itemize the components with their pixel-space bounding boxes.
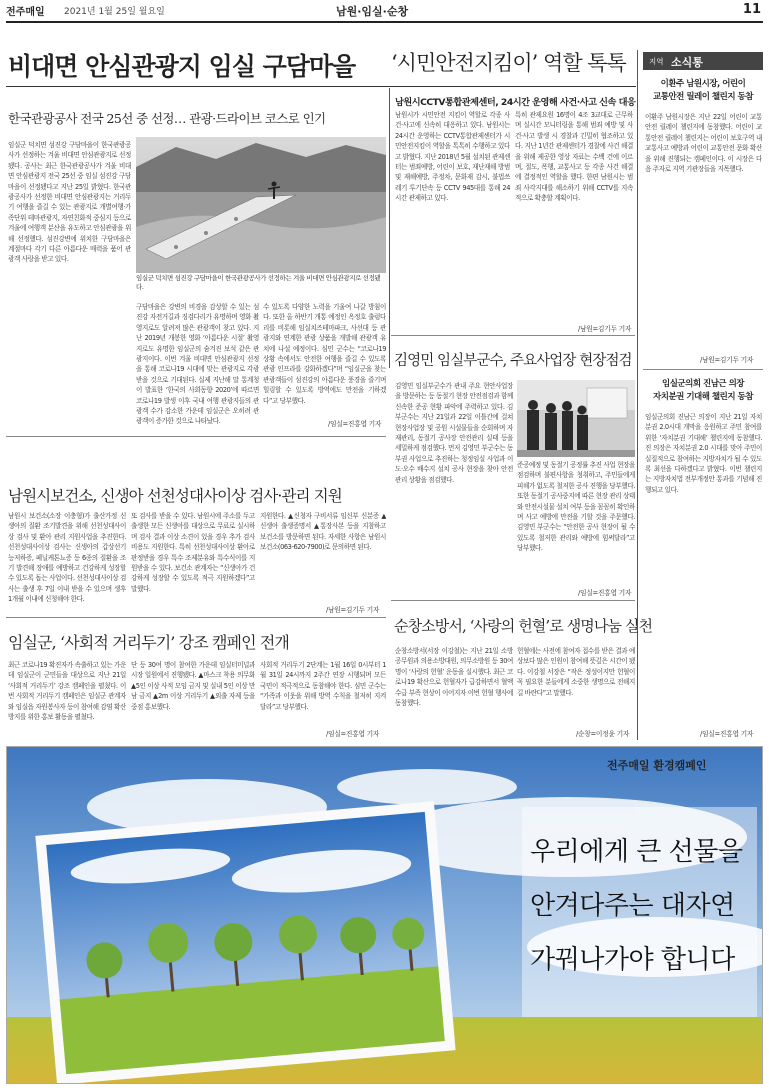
ad-campaign-tag: 전주매일 환경캠페인 — [607, 759, 707, 772]
ad-slogan-line1: 우리에게 큰 선물을 — [530, 837, 743, 867]
sidebar-item2-byline: /임실=진홍엽 기자 — [700, 730, 754, 738]
article1-photo — [136, 137, 386, 273]
sidebar-item1-body: 이환주 남원시장은 지난 22일 어린이 교통안전 릴레이 챌린지에 동참했다. 어린이 교통안전 릴레이 챌린지는 어린이 보호구역 내 교통사고 예방과 어린이 교통안전 문화 확산을 위해 진행되는 캠페인이다. 이 시장은 다음 주자로 지역 기관장들을 지목했다. — [645, 113, 762, 174]
paper-name: 전주매일 — [6, 7, 45, 18]
main-headline: 비대면 안심관광지 임실 구담마을 — [8, 52, 356, 81]
article3-photo — [517, 380, 635, 457]
ad-slogan-line2: 안겨다주는 대자연 — [530, 891, 735, 921]
article5-col2: 단 등 30여 명이 참여한 가운데 임실터미널과 시장 일원에서 진행됐다. ▲마스크 착용 의무화 ▲5인 이상 사적 모임 금지 및 실내 5인 이상 만남 금지 ▲2m 이상 거리두기 ▲외출 자제 등을 중점 홍보했다. — [131, 661, 255, 711]
article6-title: 순창소방서, ‘사랑의 헌혈’로 생명나눔 실천 — [394, 617, 653, 635]
article2-byline: /남원=김기두 기자 — [578, 325, 632, 333]
divider-rule — [391, 600, 635, 601]
article4-byline: /남원=김기두 기자 — [326, 606, 380, 614]
sidebar-tag — [643, 52, 763, 70]
divider-rule — [6, 436, 386, 437]
article6-col2: 헌혈에는 사전에 참여자 접수를 받은 결과 예상보다 많은 인원이 참여해 뜻깊은 시간이 됐다. 이강철 서장은 “작은 정성이지만 헌혈이 꼭 필요한 분들에게 소중한 생명으로 전해지길 바란다”고 말했다. — [517, 647, 635, 697]
article6-col1: 순창소방서(서장 이강철)는 지난 21일 소방공무원과 의용소방대원, 의무소방원 등 30여명이 ‘사랑의 헌혈’ 운동을 실시했다. 최근 코로나19 확산으로 헌혈자가 급감하면서 혈액 수급 부족 현상이 이어지자 이번 헌혈 행사에 동참했다. — [395, 647, 513, 708]
article4-col2: 또 검사를 받을 수 있다. 남원시에 주소를 두고 출생한 모든 신생아를 대상으로 무료로 실시하며 검사 결과 이상 소견이 있을 경우 추가 검사 비용도 지원한다. 특히 선천성대사이상 환아로 판정받을 경우 특수 조제분유와 특수식이를 지원받을 수 있다. 보건소 관계자는 “신생아가 건강하게 성장할 수 있도록 적극 지원하겠다”고 말했다. — [131, 512, 255, 593]
sidebar-item2-body: 임실군의회 진남근 의장이 지난 21일 자치분권 2.0시대 개막을 응원하고 주민 참여를 위한 ‘자치분권 기대해’ 챌린지에 동참했다. 진 의장은 자치분권 2.0 시대를 맞아 주민이 실질적으로 참여하는 지방자치가 될 수 있도록 최선을 다하겠다고 밝혔다. 이번 챌린지는 지방자치법 전부개정안 통과를 기념해 진행되고 있다. — [645, 413, 762, 494]
article1-photo-caption: 임실군 덕치면 섬진강 구담마을이 한국관광공사가 선정하는 겨울 비대면 안심관광지로 선정됐다. — [136, 274, 381, 291]
article3-col2: 준공예정 및 동절기 공정률 추진 사업 현장을 점검하며 불편사항을 청취하고, 주민들에게 피해가 없도록 철저한 공사 진행을 당부했다. 또한 동절기 공사중지에 따른 현장 관리 상태와 안전시설물 설치 여부 등을 꼼꼼히 확인하며 사고 예방에 만전을 기할 것을 주문했다. 김영민 부군수는 “안전한 공사 현장이 될 수 있도록 철저한 관리와 예방에 힘써달라”고 당부했다. — [517, 461, 635, 553]
article4-col3: 지원한다. ▲신청자 구비서류 임신부 신분증 ▲신생아 출생증명서 ▲통장사본 등을 지참하고 보건소를 방문하면 된다. 자세한 사항은 남원시보건소(063-620-7900)로 문의하면 된다. — [260, 512, 386, 552]
sidebar-item2-title-line2: 자치분권 기대해 챌린지 동참 — [653, 392, 753, 402]
issue-date: 2021년 1월 25일 월요일 — [64, 7, 165, 17]
article1-col2: 구담마을은 강변의 비경을 감상할 수 있는 섬진강 자전거길과 징검다리가 유명하며 영화 촬영지로도 알려져 많은 관광객이 찾고 있다. 지난 2019년 개봉한 영화 ‘아름다운 시절’ 촬영지로도 유명한 임실군의 숨겨진 보석 같은 관광지이다. 이번 겨울 비대면 안심관광지 선정을 통해 코로나19 시대에 맞는 관광지로 각광받을 것으로 기대된다. 실제 지난해 말 통계청이 발표한 ‘한국의 사회동향 2020’에 따르면 코로나19 발생 이후 국내 여행 관광지들의 관광객 수가 감소한 가운데 임실군은 오히려 관광객이 증가한 것으로 나타났다. — [136, 303, 259, 426]
article3-title: 김영민 임실부군수, 주요사업장 현장점검 — [394, 353, 632, 369]
article3-byline: /임실=진홍엽 기자 — [578, 589, 632, 597]
divider-rule — [391, 335, 635, 336]
column-divider — [389, 88, 390, 368]
article2-subtitle: 남원시CCTV통합관제센터, 24시간 운영해 사건·사고 신속 대응 — [395, 97, 636, 108]
page-header — [6, 3, 763, 19]
sidebar-divider — [637, 50, 638, 740]
article5-col3: 사회적 거리두기 2단계는 1월 16일 0시부터 1월 31일 24시까지 2주간 연장 시행되며 모든 국민이 적극적으로 동참해야 한다. 심민 군수는 “가족과 이웃을 위해 방역 수칙을 철저히 지켜달라”고 당부했다. — [260, 661, 386, 711]
page-number: 11 — [742, 2, 761, 17]
right-headline: ‘시민안전지킴이’ 역할 톡톡 — [391, 51, 626, 75]
divider-rule — [6, 617, 386, 618]
sidebar-tag-small: 지역 — [649, 57, 664, 66]
article3-col1: 김영민 임실부군수가 관내 주요 현안사업장을 방문하는 등 동절기 현장 안전점검과 함께 신속한 준공 현황 파악에 주력하고 있다. 김 부군수는 지난 21일과 22일 이틀간에 걸쳐 현장사업장 및 공원 시설물들을 순회하며 자재관리, 동절기 공사장 안전관리 실태 등을 세밀하게 점검했다. 먼저 김영민 부군수는 동부권 사업으로 추진하는 청정임실 사업과 이도·오수 배수지 설치 공사 현장을 찾아 안전관리 상황을 점검했다. — [395, 382, 513, 484]
article1-subtitle: 한국관광공사 전국 25선 중 선정… 관광·드라이브 코스로 인기 — [8, 111, 326, 126]
sidebar-item2-title-line1: 임실군의회 진남근 의장 — [661, 379, 745, 389]
article5-byline: /임실=진홍엽 기자 — [326, 730, 380, 738]
sidebar-item1-byline: /남원=김기두 기자 — [700, 356, 754, 364]
article6-byline: /순창=이정윤 기자 — [576, 730, 630, 738]
divider-rule — [643, 369, 763, 370]
headline-rule — [6, 86, 636, 87]
article1-col3: 수 있도록 다양한 노력을 기울여 나갈 방침이다. 또한 올 하반기 개통 예정인 옥정호 출렁다리를 비롯해 임실치즈테마파크, 사선대 등 관광지와 연계한 관광 상품을 개발해 관광객 유치에 나설 예정이다. 심민 군수는 “코로나19 상황 속에서도 안전한 여행을 즐길 수 있도록 관광 인프라를 강화하겠다”며 “임실군을 찾는 관광객들이 섬진강의 아름다운 풍경을 즐기며 힐링할 수 있도록 방역에도 만전을 기하겠다”고 당부했다. — [263, 303, 386, 405]
section-name: 남원·임실·순창 — [336, 5, 409, 18]
article5-col1: 최근 코로나19 확진자가 속출하고 있는 가운데 임실군이 군민들을 대상으로 지난 21일 ‘사회적 거리두기’ 강조 캠페인을 펼쳤다. 이번 사회적 거리두기 캠페인은 임실군 관계자와 임실읍 자원봉사자 등이 참여해 감염 확산 방지를 위한 홍보 활동을 펼쳤다. — [8, 661, 126, 722]
article2-col2: 특히 관제요원 16명이 4조 3교대로 근무하며 실시간 모니터링을 통해 범죄 예방 및 사건·사고 발생 시 경찰과 긴밀히 협조하고 있다. 지난 1년간 관제센터가 경찰에 사건 해결을 위해 제공한 영상 자료는 수백 건에 이르며, 절도, 폭행, 교통사고 등 각종 사건 해결에 결정적인 역할을 했다. 한편 남원시는 범죄 사각지대를 해소하기 위해 CCTV를 지속적으로 확충할 계획이다. — [515, 111, 633, 203]
header-rule — [6, 21, 763, 23]
sidebar-tag-big: 소식통 — [671, 56, 703, 69]
article4-title: 남원시보건소, 신생아 선천성대사이상 검사·관리 지원 — [8, 487, 342, 505]
ad-slogan-line3: 가꿔나가야 합니다 — [530, 945, 735, 975]
article4-col1: 남원시 보건소(소장 이충형)가 출산가정 신생아의 질환 조기발견을 위해 선천성대사이상 검사 및 환아 관리 지원사업을 추진한다. 선천성대사이상 검사는 신생아의 갑상선기능저하증, 페닐케톤뇨증 등 6종의 질환을 조기 발견해 장애를 예방하고 건강하게 성장할 수 있도록 돕는 사업이다. 선천성대사이상 검사는 출생 후 7일 이내 받을 수 있으며 생후 1개월 이내에 신청해야 한다. — [8, 512, 126, 604]
article2-col1: 남원시가 시민안전 지킴이 역할로 각종 사건·사고에 신속히 대응하고 있다. 남원시는 24시간 운영하는 CCTV통합관제센터가 시민안전지킴이 역할을 톡톡히 수행하고 있다고 밝혔다. 지난 2018년 5월 설치된 관제센터는 범죄예방, 어린이 보호, 재난재해 방범 및 재해예방, 주정차, 문화재 감시, 불법쓰레기 투기단속 등 CCTV 945대를 통해 24시간 관제하고 있다. — [395, 111, 510, 203]
article5-title: 임실군, ‘사회적 거리두기’ 강조 캠페인 전개 — [8, 633, 289, 652]
article1-col1: 임실군 덕치면 섬진강 구담마을이 한국관광공사가 선정하는 겨울 비대면 안심관광지로 선정됐다. 공사는 최근 한국관광공사가 겨울 비대면 안심관광지 전국 25선 중 임실 섬진강 구담마을이 선정됐다고 지난 25일 밝혔다. 한국관광공사가 선정한 비대면 안심관광지는 거리두기 여행을 즐길 수 있는 관광지로 개별여행·가족단위 테마관광지, 자연친화적 중심지 등으로 겨울에 여행객 분산을 유도하고 안심관광을 위해 선정했다. 섬진강변에 위치한 구담마을은 계절마다 각기 다른 아름다운 매력을 품어 관광객 사랑을 받고 있다. — [8, 141, 131, 264]
sidebar-item1-title-line2: 교통안전 릴레이 챌린지 동참 — [653, 92, 753, 102]
article1-byline: /임실=진홍엽 기자 — [328, 420, 382, 428]
sidebar-item1-title-line1: 이환주 남원시장, 어린이 — [660, 79, 746, 89]
environment-campaign-ad — [6, 746, 763, 1084]
